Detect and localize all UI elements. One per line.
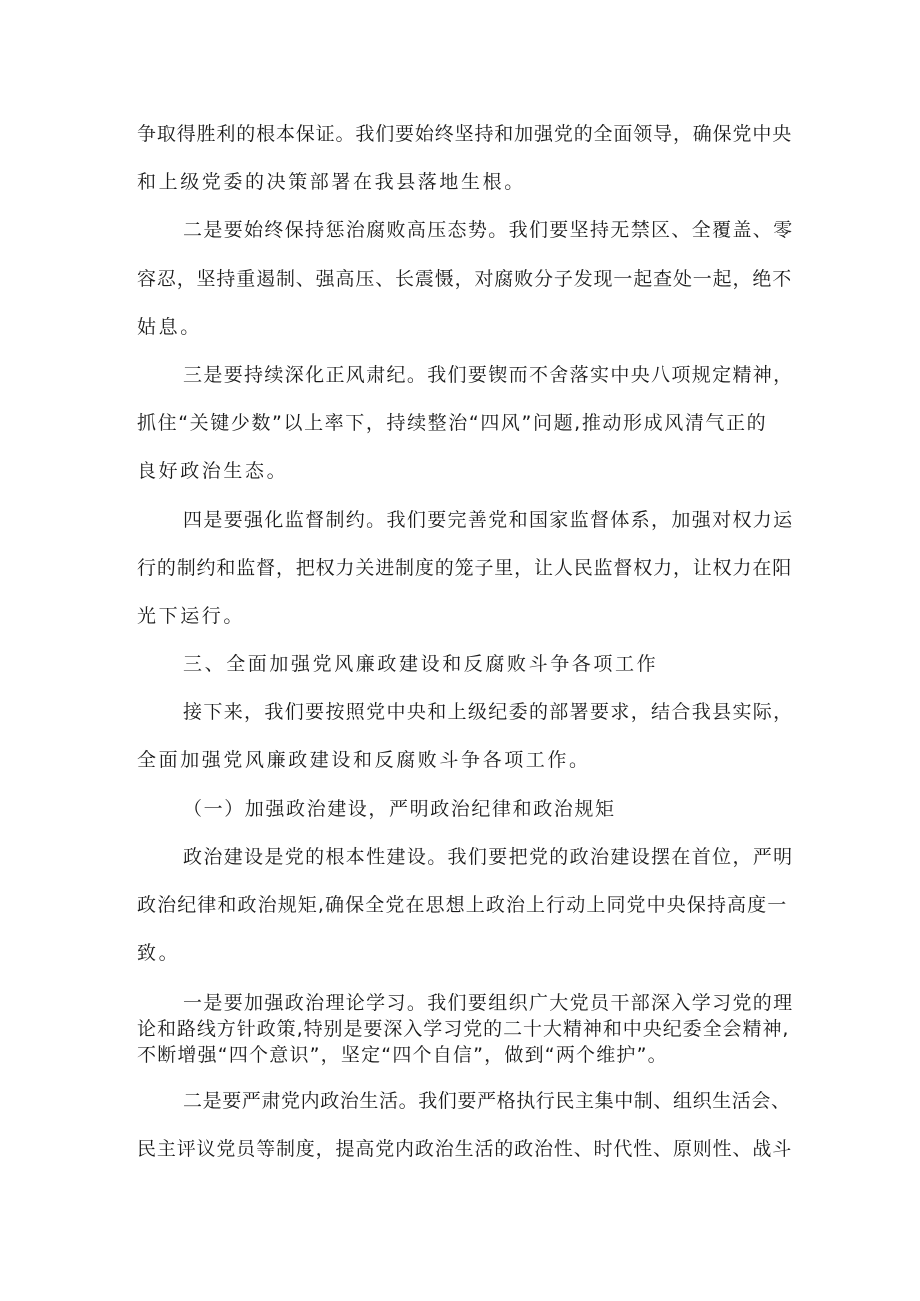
section-heading: 三、全面加强党风廉政建设和反腐败斗争各项工作 xyxy=(183,653,659,675)
text-line: 一是要加强政治理论学习。我们要组织广大党员干部深入学习党的理 xyxy=(183,992,794,1014)
text-line: 和上级党委的决策部署在我县落地生根。 xyxy=(137,171,526,193)
text-line: 不断增强“四个意识”，坚定“四个自信”，做到“两个维护”。 xyxy=(137,1044,668,1066)
text-line: 政治建设是党的根本性建设。我们要把党的政治建设摆在首位，严明 xyxy=(183,846,794,868)
text-line: 致。 xyxy=(137,942,181,964)
text-line: 全面加强党风廉政建设和反腐败斗争各项工作。 xyxy=(137,749,591,771)
text-line: 争取得胜利的根本保证。我们要始终坚持和加强党的全面领导，确保党中央 xyxy=(137,123,793,145)
text-line: 政治纪律和政治规矩,确保全党在思想上政治上行动上同党中央保持高度一 xyxy=(137,894,788,916)
text-line: 容忍，坚持重遏制、强高压、长震慑，对腐败分子发现一起查处一起，绝不 xyxy=(137,268,793,290)
text-line: 接下来，我们要按照党中央和上级纪委的部署要求，结合我县实际， xyxy=(183,701,794,723)
text-line: 抓住“关键少数”以上率下，持续整治“四风”问题,推动形成风清气正的 xyxy=(137,412,768,434)
text-line: 姑息。 xyxy=(137,316,202,338)
text-line: 论和路线方针政策,特别是要深入学习党的二十大精神和中央纪委全会精神, xyxy=(137,1018,790,1040)
subsection-heading: （一）加强政治建设，严明政治纪律和政治规矩 xyxy=(183,798,616,820)
text-line: 光下运行。 xyxy=(137,605,246,627)
text-line: 三是要持续深化正风肃纪。我们要锲而不舍落实中央八项规定精神， xyxy=(183,364,794,386)
text-line: 二是要始终保持惩治腐败高压态势。我们要坚持无禁区、全覆盖、零 xyxy=(183,219,794,241)
text-line: 行的制约和监督，把权力关进制度的笼子里，让人民监督权力，让权力在阳 xyxy=(137,557,793,579)
text-line: 二是要严肃党内政治生活。我们要严格执行民主集中制、组织生活会、 xyxy=(183,1090,791,1112)
text-line: 良好政治生态。 xyxy=(137,460,289,482)
text-line: 四是要强化监督制约。我们要完善党和国家监督体系，加强对权力运 xyxy=(183,509,794,531)
text-line: 民主评议党员等制度，提高党内政治生活的政治性、时代性、原则性、战斗 xyxy=(137,1138,793,1160)
